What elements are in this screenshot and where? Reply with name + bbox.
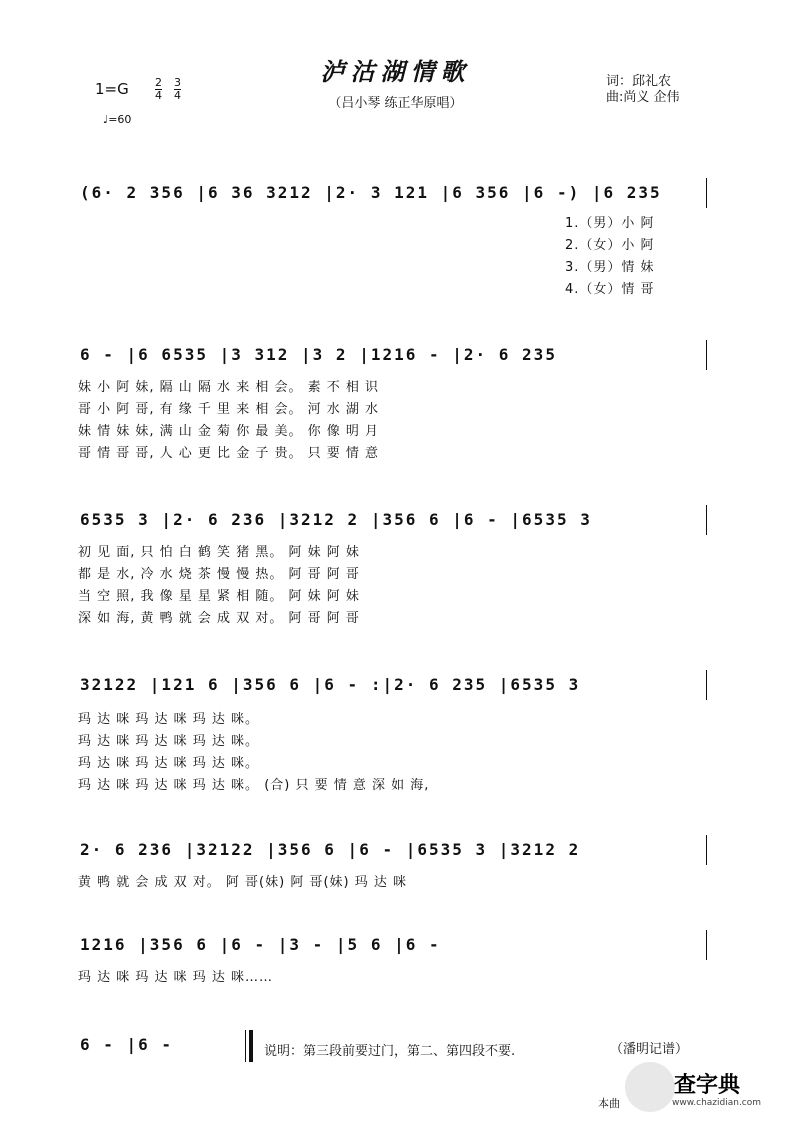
notation-line: 32122 |121 6 |356 6 |6 - :|2· 6 235 |6535 3 — [80, 675, 581, 694]
end-barline — [706, 340, 707, 370]
mascot-icon — [625, 1062, 675, 1112]
lyric-verse-4: 哥 情 哥 哥, 人 心 更 比 金 子 贵。 只 要 情 意 — [78, 446, 379, 461]
lyric-verse-3: 当 空 照, 我 像 星 星 紧 相 随。 阿 妹 阿 妹 — [78, 589, 360, 604]
lyric-verse-4: 4.（女）情 哥 — [565, 282, 655, 297]
composer-credit: 曲:尚义 企伟 — [606, 90, 680, 105]
lyric-line: 黄 鸭 就 会 成 双 对。 阿 哥(妹) 阿 哥(妹) 玛 达 咪 — [78, 875, 408, 890]
lyric-verse-2: 都 是 水, 冷 水 烧 茶 慢 慢 热。 阿 哥 阿 哥 — [78, 567, 360, 582]
end-barline — [706, 505, 707, 535]
lyric-line: 玛 达 咪 玛 达 咪 玛 达 咪…… — [78, 970, 274, 985]
lyric-verse-1: 1.（男）小 阿 — [565, 216, 655, 231]
lyric-verse-3: 妹 情 妹 妹, 满 山 金 菊 你 最 美。 你 像 明 月 — [78, 424, 379, 439]
final-barline-thin — [245, 1030, 246, 1062]
notation-line: 6 - |6 6535 |3 312 |3 2 |1216 - |2· 6 235 — [80, 345, 557, 364]
end-barline — [706, 930, 707, 960]
site-url: www.chazidian.com — [672, 1098, 762, 1108]
original-singers: （吕小琴 练正华原唱） — [328, 96, 463, 111]
lyric-verse-1: 玛 达 咪 玛 达 咪 玛 达 咪。 — [78, 712, 260, 727]
song-title: 泸沽湖情歌 — [320, 57, 471, 86]
final-barline-thick — [249, 1030, 253, 1062]
site-logo: 查字典 — [674, 1073, 741, 1098]
key-signature: 1=G — [95, 80, 129, 98]
lyric-verse-4: 玛 达 咪 玛 达 咪 玛 达 咪。 (合) 只 要 情 意 深 如 海, — [78, 778, 430, 793]
lyricist-credit: 词：邱礼农 — [606, 74, 672, 89]
lyric-verse-1: 初 见 面, 只 怕 白 鹤 笑 猪 黑。 阿 妹 阿 妹 — [78, 545, 360, 560]
notation-line: 1216 |356 6 |6 - |3 - |5 6 |6 - — [80, 935, 441, 954]
end-barline — [706, 178, 707, 208]
time-signature-3-4: 3 4 — [174, 76, 181, 102]
notation-line: (6· 2 356 |6 36 3212 |2· 3 121 |6 356 |6 -) |6 235 — [80, 183, 662, 202]
time-signature-2-4: 2 4 — [155, 76, 162, 102]
end-barline — [706, 835, 707, 865]
performance-note: 说明：第三段前要过门，第二、第四段不要. — [264, 1044, 516, 1059]
lyric-verse-4: 深 如 海, 黄 鸭 就 会 成 双 对。 阿 哥 阿 哥 — [78, 611, 360, 626]
end-barline — [706, 670, 707, 700]
lyric-verse-2: 玛 达 咪 玛 达 咪 玛 达 咪。 — [78, 734, 260, 749]
lyric-verse-3: 3.（男）情 妹 — [565, 260, 655, 275]
lyric-verse-1: 妹 小 阿 妹, 隔 山 隔 水 来 相 会。 素 不 相 识 — [78, 380, 379, 395]
notation-line: 6 - |6 - — [80, 1035, 174, 1054]
transcriber-credit: （潘明记谱） — [610, 1042, 689, 1057]
footer-partial-text: 本曲 — [598, 1097, 620, 1110]
notation-line: 2· 6 236 |32122 |356 6 |6 - |6535 3 |3212 2 — [80, 840, 581, 859]
tempo-marking: ♩=60 — [103, 113, 132, 126]
lyric-verse-3: 玛 达 咪 玛 达 咪 玛 达 咪。 — [78, 756, 260, 771]
lyric-verse-2: 哥 小 阿 哥, 有 缘 千 里 来 相 会。 河 水 湖 水 — [78, 402, 379, 417]
lyric-verse-2: 2.（女）小 阿 — [565, 238, 655, 253]
notation-line: 6535 3 |2· 6 236 |3212 2 |356 6 |6 - |6535 3 — [80, 510, 592, 529]
